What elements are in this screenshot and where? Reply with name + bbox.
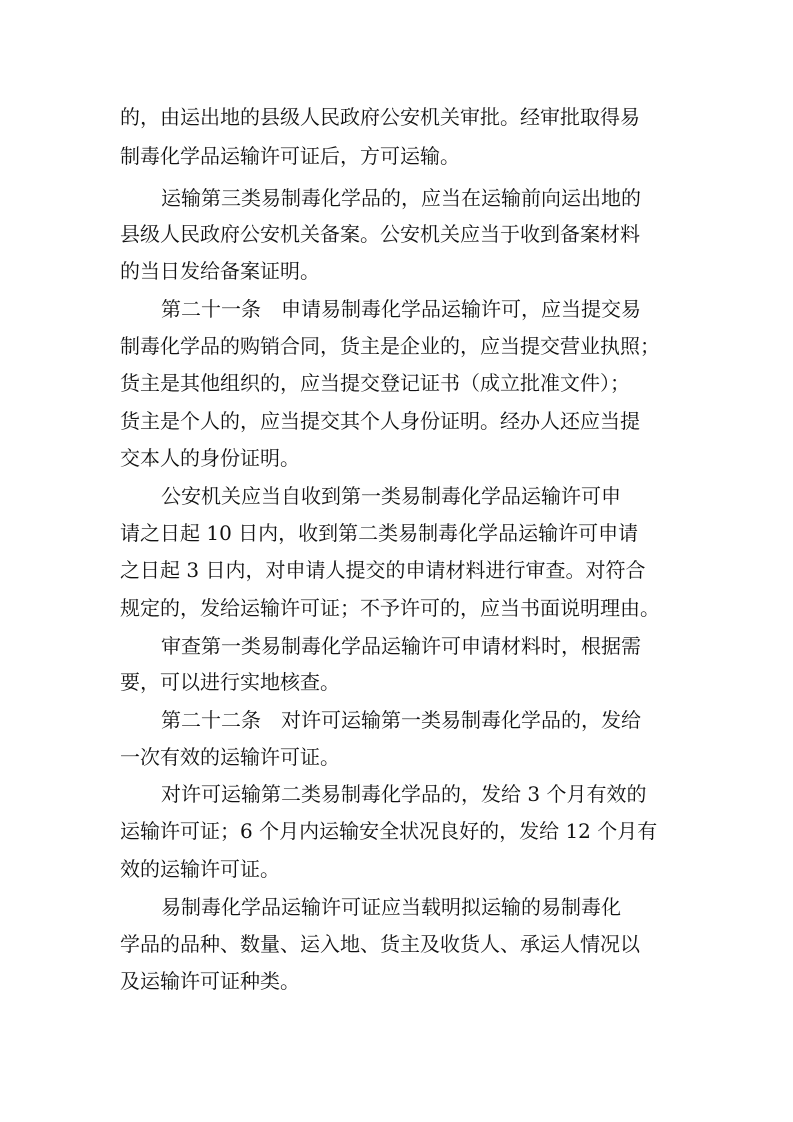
- text-line: 请之日起 10 日内，收到第二类易制毒化学品运输许可申请: [120, 521, 639, 545]
- text-line: 交本人的身份证明。: [120, 446, 300, 470]
- text-line: 要，可以进行实地核查。: [120, 670, 340, 694]
- text-line: 运输许可证；6 个月内运输安全状况良好的，发给 12 个月有: [120, 819, 658, 843]
- text-line: 规定的，发给运输许可证；不予许可的，应当书面说明理由。: [120, 596, 660, 620]
- text-line: 制毒化学品运输许可证后，方可运输。: [120, 144, 460, 168]
- text-line: 的，由运出地的县级人民政府公安机关审批。经审批取得易: [120, 105, 640, 129]
- paragraph-start: 审查第一类易制毒化学品运输许可申请材料时，根据需: [161, 634, 641, 658]
- article-21-heading-line: 第二十一条 申请易制毒化学品运输许可，应当提交易: [161, 297, 641, 321]
- text-line: 及运输许可证种类。: [120, 969, 300, 993]
- paragraph-start: 运输第三类易制毒化学品的，应当在运输前向运出地的: [161, 186, 641, 210]
- paragraph-start: 易制毒化学品运输许可证应当载明拟运输的易制毒化: [161, 895, 621, 919]
- text-line: 效的运输许可证。: [120, 857, 280, 881]
- text-line: 学品的品种、数量、运入地、货主及收货人、承运人情况以: [120, 932, 640, 956]
- paragraph-start: 对许可运输第二类易制毒化学品的，发给 3 个月有效的: [161, 782, 647, 806]
- text-line: 一次有效的运输许可证。: [120, 745, 340, 769]
- article-22-heading-line: 第二十二条 对许可运输第一类易制毒化学品的，发给: [161, 708, 641, 732]
- text-line: 之日起 3 日内，对申请人提交的申请材料进行审查。对符合: [120, 558, 646, 582]
- text-line: 县级人民政府公安机关备案。公安机关应当于收到备案材料: [120, 222, 640, 246]
- text-line: 货主是个人的，应当提交其个人身份证明。经办人还应当提: [120, 409, 640, 433]
- text-line: 货主是其他组织的，应当提交登记证书（成立批准文件）；: [120, 371, 630, 395]
- text-line: 制毒化学品的购销合同，货主是企业的，应当提交营业执照；: [120, 334, 660, 358]
- paragraph-start: 公安机关应当自收到第一类易制毒化学品运输许可申: [161, 484, 621, 508]
- text-line: 的当日发给备案证明。: [120, 259, 320, 283]
